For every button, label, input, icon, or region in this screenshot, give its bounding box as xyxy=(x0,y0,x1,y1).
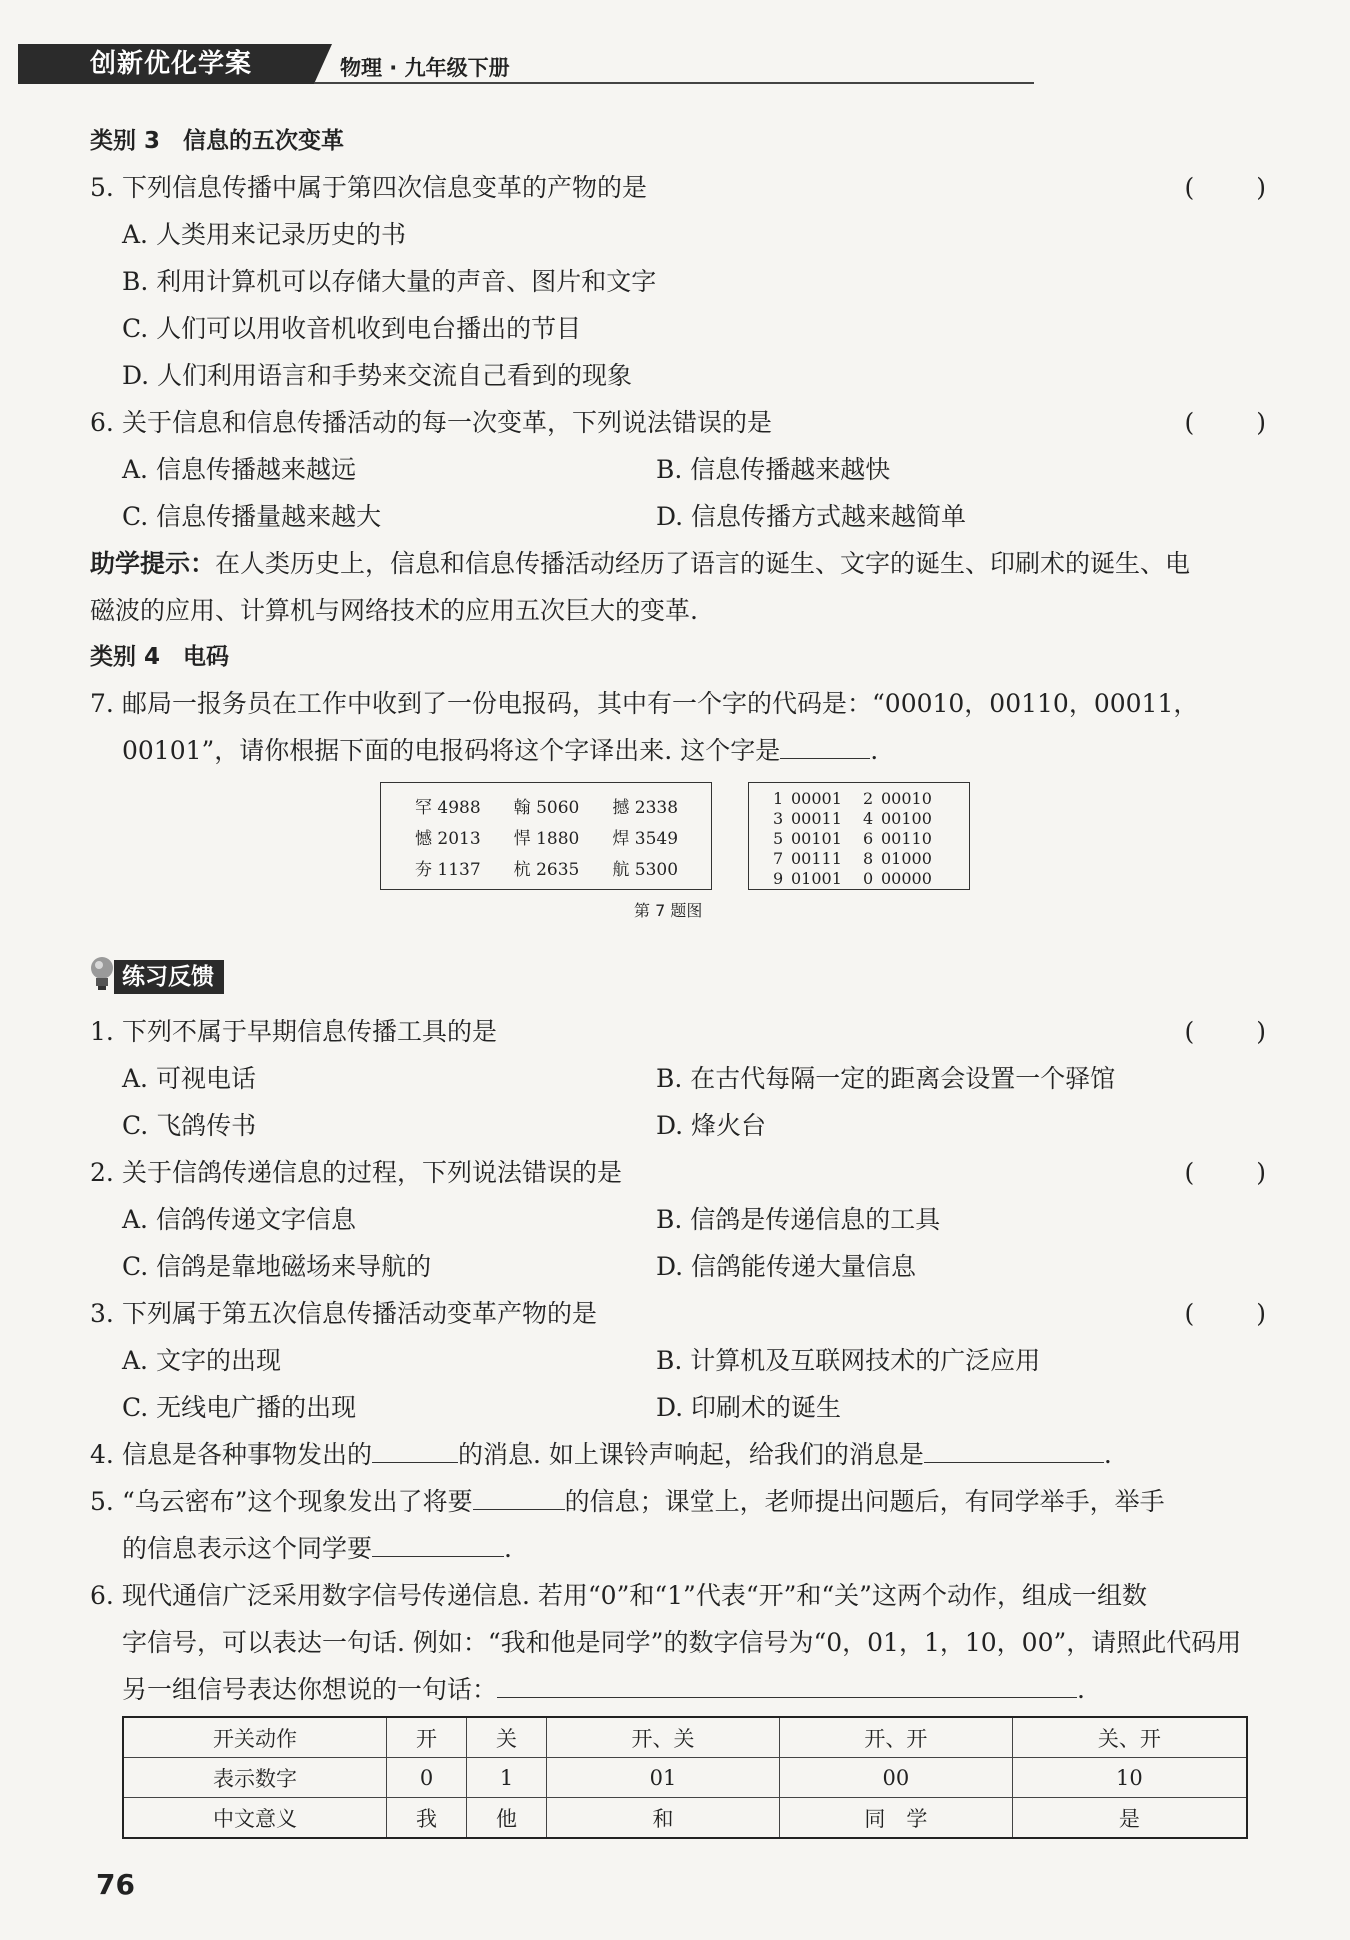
question-stem: 关于信鸽传递信息的过程，下列说法错误的是 xyxy=(122,1158,623,1187)
answer-blank[interactable] xyxy=(473,1479,565,1510)
digit: 3 xyxy=(773,809,784,828)
table-cell: 焊 3549 xyxy=(612,829,679,849)
period: . xyxy=(504,1534,512,1563)
hint-text: 在人类历史上，信息和信息传播活动经历了语言的诞生、文字的诞生、印刷术的诞生、电 xyxy=(215,549,1191,578)
options-row xyxy=(90,1337,1270,1384)
table-cell: 翰 5060 xyxy=(513,798,580,818)
table-cell: 00 xyxy=(779,1758,1012,1798)
table-cell: 0 xyxy=(387,1758,467,1798)
digit: 1 xyxy=(773,789,784,808)
table-cell: 关、开 xyxy=(1012,1717,1247,1758)
table-row xyxy=(123,1717,1247,1758)
option-a[interactable]: A. 信鸽传递文字信息 xyxy=(122,1205,356,1234)
table-cell: 撼 2338 xyxy=(612,798,679,818)
table-cell: 他 xyxy=(467,1798,547,1839)
answer-bracket[interactable]: ( ) xyxy=(1184,1017,1270,1046)
question-stem: 信息是各种事物发出的 xyxy=(122,1440,373,1469)
question-stem: 另一组信号表达你想说的一句话： xyxy=(122,1675,498,1704)
digit: 7 xyxy=(773,849,784,868)
page-content xyxy=(90,118,1270,1713)
answer-bracket[interactable]: ( ) xyxy=(1184,1299,1270,1328)
digit: 6 xyxy=(863,829,874,848)
hint-label: 助学提示： xyxy=(90,549,216,578)
question-stem: 现代通信广泛采用数字信号传递信息. 若用“0”和“1”代表“开”和“关”这两个动作，组成一组数 xyxy=(122,1581,1147,1610)
table-row xyxy=(773,869,969,889)
practice-question-5 xyxy=(90,1478,1270,1525)
digit: 4 xyxy=(863,809,874,828)
table-cell: 我 xyxy=(387,1798,467,1839)
question-number: 7. xyxy=(90,689,114,718)
period: . xyxy=(1077,1675,1085,1704)
practice-question-5-cont xyxy=(90,1525,1270,1572)
table-cell: 罕 4988 xyxy=(415,798,481,818)
practice-question-1 xyxy=(90,1008,1270,1055)
table-header-cell: 中文意义 xyxy=(123,1798,387,1839)
digit: 0 xyxy=(863,869,874,888)
section-title-cat3: 类别 3 信息的五次变革 xyxy=(90,128,345,154)
option-a[interactable]: A. 信息传播越来越远 xyxy=(122,455,356,484)
table-cell: 航 5300 xyxy=(612,860,679,880)
period: . xyxy=(870,736,879,765)
table-cell: 和 xyxy=(547,1798,780,1839)
period: . xyxy=(1103,1440,1112,1469)
page-header xyxy=(18,44,1018,84)
table-row xyxy=(773,789,969,809)
practice-question-2 xyxy=(90,1149,1270,1196)
option-b[interactable]: B. 利用计算机可以存储大量的声音、图片和文字 xyxy=(122,267,657,296)
question-stem: “乌云密布”这个现象发出了将要 xyxy=(122,1487,473,1516)
lightbulb-icon xyxy=(88,956,116,992)
options-row xyxy=(90,493,1270,540)
table-row xyxy=(381,793,711,824)
option-c[interactable]: C. 无线电广播的出现 xyxy=(122,1393,357,1422)
question-number: 6. xyxy=(90,1581,114,1610)
table-cell: 悍 1880 xyxy=(513,829,580,849)
option-d[interactable]: D. 信鸽能传递大量信息 xyxy=(656,1252,917,1281)
options-row xyxy=(90,1055,1270,1102)
code: 00110 xyxy=(881,829,932,848)
table-cell: 01 xyxy=(547,1758,780,1798)
question-number: 3. xyxy=(90,1299,114,1328)
table-cell: 开、开 xyxy=(779,1717,1012,1758)
question-stem: 的消息. 如上课铃声响起，给我们的消息是 xyxy=(458,1440,924,1469)
code: 00001 xyxy=(791,789,842,808)
question-6 xyxy=(90,399,1270,446)
table-header-cell: 表示数字 xyxy=(123,1758,387,1798)
answer-blank[interactable] xyxy=(780,728,870,759)
option-a[interactable]: A. 人类用来记录历史的书 xyxy=(122,220,406,249)
question-number: 1. xyxy=(90,1017,114,1046)
question-number: 6. xyxy=(90,408,114,437)
figure-7 xyxy=(90,782,1270,950)
digit: 9 xyxy=(773,869,784,888)
code: 01001 xyxy=(791,869,842,888)
option-d[interactable]: D. 人们利用语言和手势来交流自己看到的现象 xyxy=(122,361,633,390)
table-row xyxy=(381,824,711,855)
table-cell: 1 xyxy=(467,1758,547,1798)
options-row xyxy=(90,1384,1270,1431)
table-cell: 夯 1137 xyxy=(415,860,481,880)
option-c[interactable]: C. 信鸽是靠地磁场来导航的 xyxy=(122,1252,432,1281)
code: 00011 xyxy=(791,809,842,828)
question-stem: 邮局一报务员在工作中收到了一份电报码，其中有一个字的代码是：“00010，00110，00011， xyxy=(122,689,1199,718)
question-stem: 下列属于第五次信息传播活动变革产物的是 xyxy=(122,1299,598,1328)
option-a[interactable]: A. 可视电话 xyxy=(122,1064,256,1093)
code: 00100 xyxy=(881,809,932,828)
code: 00010 xyxy=(881,789,932,808)
practice-question-3 xyxy=(90,1290,1270,1337)
table-cell: 开、关 xyxy=(547,1717,780,1758)
practice-question-4 xyxy=(90,1431,1270,1478)
section-title-cat4: 类别 4 电码 xyxy=(90,644,230,670)
header-rule xyxy=(314,82,1034,84)
question-7-cont xyxy=(90,727,1270,774)
option-d[interactable]: D. 印刷术的诞生 xyxy=(656,1393,842,1422)
answer-blank[interactable] xyxy=(924,1432,1104,1463)
question-7 xyxy=(90,680,1270,727)
digit: 8 xyxy=(863,849,874,868)
option-c[interactable]: C. 飞鸽传书 xyxy=(122,1111,257,1140)
option-b[interactable]: B. 在古代每隔一定的距离会设置一个驿馆 xyxy=(656,1064,1116,1093)
digit-code-table xyxy=(748,782,970,890)
question-5 xyxy=(90,164,1270,211)
code: 00111 xyxy=(791,849,842,868)
question-stem: 字信号，可以表达一句话. 例如：“我和他是同学”的数字信号为“0，01，1，10，00”，请照此代码用 xyxy=(122,1628,1242,1657)
answer-bracket[interactable]: ( ) xyxy=(1184,1158,1270,1187)
brand-label: 创新优化学案 xyxy=(18,44,314,84)
question-stem: 下列不属于早期信息传播工具的是 xyxy=(122,1017,498,1046)
option-c[interactable]: C. 信息传播量越来越大 xyxy=(122,502,382,531)
table-row xyxy=(123,1798,1247,1839)
table-cell: 憾 2013 xyxy=(415,829,481,849)
table-cell: 开 xyxy=(387,1717,467,1758)
table-cell: 是 xyxy=(1012,1798,1247,1839)
question-number: 5. xyxy=(90,173,114,202)
table-cell: 10 xyxy=(1012,1758,1247,1798)
options-row xyxy=(90,1243,1270,1290)
answer-blank[interactable] xyxy=(372,1432,458,1463)
question-number: 2. xyxy=(90,1158,114,1187)
answer-bracket[interactable]: ( ) xyxy=(1184,173,1270,202)
table-row xyxy=(773,849,969,869)
table-row xyxy=(773,829,969,849)
table-row xyxy=(773,809,969,829)
book-title: 物理 · 九年级下册 xyxy=(340,56,510,80)
code: 00000 xyxy=(881,869,932,888)
hint-text-cont: 磁波的应用、计算机与网络技术的应用五次巨大的变革. xyxy=(90,596,698,625)
answer-bracket[interactable]: ( ) xyxy=(1184,408,1270,437)
option-d[interactable]: D. 烽火台 xyxy=(656,1111,767,1140)
question-number: 5. xyxy=(90,1487,114,1516)
table-cell: 同 学 xyxy=(779,1798,1012,1839)
answer-blank[interactable] xyxy=(497,1667,1077,1698)
table-cell: 杭 2635 xyxy=(513,860,580,880)
page-number: 76 xyxy=(96,1868,135,1901)
option-b[interactable]: B. 计算机及互联网技术的广泛应用 xyxy=(656,1346,1041,1375)
code: 01000 xyxy=(881,849,932,868)
table-row xyxy=(381,855,711,886)
options-row xyxy=(90,1196,1270,1243)
options-row xyxy=(90,446,1270,493)
question-stem: 下列信息传播中属于第四次信息变革的产物的是 xyxy=(122,173,648,202)
option-b[interactable]: B. 信鸽是传递信息的工具 xyxy=(656,1205,941,1234)
option-a[interactable]: A. 文字的出现 xyxy=(122,1346,281,1375)
digit: 2 xyxy=(863,789,874,808)
option-b[interactable]: B. 信息传播越来越快 xyxy=(656,455,891,484)
table-cell: 关 xyxy=(467,1717,547,1758)
option-d[interactable]: D. 信息传播方式越来越简单 xyxy=(656,502,967,531)
code: 00101 xyxy=(791,829,842,848)
practice-question-6 xyxy=(90,1572,1270,1619)
practice-title: 练习反馈 xyxy=(114,960,224,994)
table-row xyxy=(123,1758,1247,1798)
question-stem: 00101”，请你根据下面的电报码将这个字译出来. 这个字是 xyxy=(122,736,781,765)
signal-code-table xyxy=(122,1716,1248,1839)
question-number: 4. xyxy=(90,1440,114,1469)
options-row xyxy=(90,1102,1270,1149)
practice-header xyxy=(90,950,1270,1008)
question-stem: 的信息；课堂上，老师提出问题后，有同学举手，举手 xyxy=(564,1487,1165,1516)
question-stem: 的信息表示这个同学要 xyxy=(122,1534,373,1563)
table-header-cell: 开关动作 xyxy=(123,1717,387,1758)
option-c[interactable]: C. 人们可以用收音机收到电台播出的节目 xyxy=(122,314,582,343)
question-stem: 关于信息和信息传播活动的每一次变革，下列说法错误的是 xyxy=(122,408,773,437)
figure-caption: 第 7 题图 xyxy=(634,901,703,920)
practice-question-6-cont xyxy=(90,1666,1270,1713)
digit: 5 xyxy=(773,829,784,848)
telegraph-char-table xyxy=(380,782,712,890)
study-hint xyxy=(90,540,1270,587)
answer-blank[interactable] xyxy=(372,1526,504,1557)
